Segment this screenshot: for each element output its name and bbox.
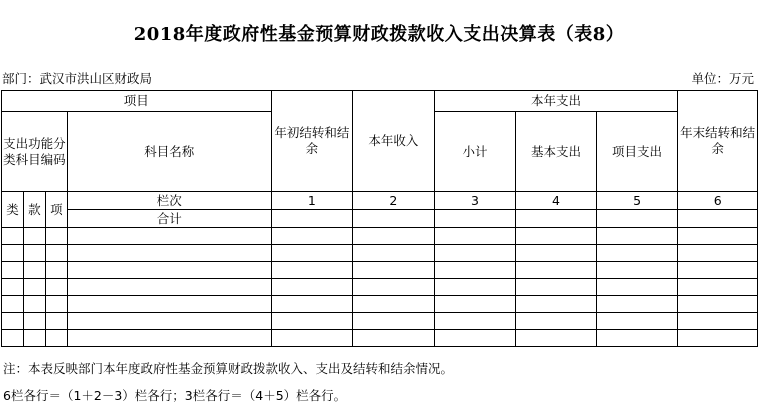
table-cell [271,279,353,296]
table-cell [67,262,271,279]
table-row [2,279,758,296]
table-cell [678,228,758,245]
header-project: 项目支出 [596,112,678,192]
header-func-code: 支出功能分类科目编码 [2,112,68,192]
table-cell [2,262,24,279]
table-cell [271,296,353,313]
table-cell [45,330,67,347]
table-cell [353,313,435,330]
table-cell [434,330,516,347]
table-cell [45,279,67,296]
table-cell [45,296,67,313]
total-cell [516,210,597,228]
department-label: 部门：武汉市洪山区财政局 [2,71,153,86]
table-cell [516,279,597,296]
table-cell [434,228,516,245]
table-cell [678,330,758,347]
total-cell [434,210,516,228]
total-cell [678,210,758,228]
table-cell [271,228,353,245]
table-cell [678,262,758,279]
table-cell [45,262,67,279]
table-cell [67,228,271,245]
table-cell [67,330,271,347]
header-end-balance: 年末结转和结余 [678,91,758,192]
column-index-5: 5 [596,192,678,210]
table-cell [516,330,597,347]
table-row [2,313,758,330]
table-cell [434,313,516,330]
table-cell [353,296,435,313]
table-cell [434,296,516,313]
total-cell [353,210,435,228]
table-cell [2,245,24,262]
header-income: 本年收入 [353,91,435,192]
column-index-label: 栏次 [67,192,271,210]
table-cell [434,245,516,262]
table-cell [23,296,45,313]
table-cell [23,262,45,279]
table-cell [516,313,597,330]
total-label: 合计 [67,210,271,228]
header-item: 项目 [2,91,272,112]
table-cell [596,330,678,347]
table-cell [353,262,435,279]
table-cell [434,262,516,279]
table-cell [67,313,271,330]
table-cell [45,228,67,245]
table-row [2,296,758,313]
table-cell [2,228,24,245]
header-lei: 类 [2,192,24,228]
table-cell [67,279,271,296]
table-cell [516,228,597,245]
column-index-6: 6 [678,192,758,210]
table-row [2,330,758,347]
header-subtotal: 小计 [434,112,516,192]
total-cell [271,210,353,228]
header-subject-name: 科目名称 [67,112,271,192]
table-cell [353,330,435,347]
table-cell [271,262,353,279]
header-basic: 基本支出 [516,112,597,192]
note-line-1: 注：本表反映部门本年度政府性基金预算财政拨款收入、支出及结转和结余情况。 [3,361,454,376]
table-cell [353,279,435,296]
table-cell [516,262,597,279]
table-cell [67,245,271,262]
report-table [1,90,758,347]
table-cell [271,313,353,330]
table-cell [434,279,516,296]
header-begin-balance: 年初结转和结余 [271,91,353,192]
table-cell [45,245,67,262]
column-index-2: 2 [353,192,435,210]
table-cell [2,296,24,313]
table-cell [2,313,24,330]
table-cell [678,279,758,296]
table-cell [516,296,597,313]
table-cell [2,279,24,296]
table-cell [596,245,678,262]
table-cell [23,330,45,347]
table-cell [271,330,353,347]
table-cell [353,245,435,262]
table-cell [596,262,678,279]
table-cell [23,279,45,296]
column-index-4: 4 [516,192,597,210]
note-line-2: 6栏各行＝（1＋2－3）栏各行；3栏各行＝（4＋5）栏各行。 [3,388,347,403]
table-cell [596,228,678,245]
total-cell [596,210,678,228]
table-cell [271,245,353,262]
table-cell [678,313,758,330]
header-kuan: 款 [23,192,45,228]
unit-label: 单位：万元 [691,71,754,86]
table-row [2,228,758,245]
table-cell [23,228,45,245]
table-cell [45,313,67,330]
table-row [2,262,758,279]
column-index-3: 3 [434,192,516,210]
table-cell [596,279,678,296]
table-cell [678,245,758,262]
table-cell [516,245,597,262]
report-title: 2018年度政府性基金预算财政拨款收入支出决算表（表8） [133,24,625,45]
table-cell [353,228,435,245]
table-cell [2,330,24,347]
table-cell [596,313,678,330]
table-cell [67,296,271,313]
column-index-1: 1 [271,192,353,210]
table-cell [23,313,45,330]
table-cell [23,245,45,262]
table-cell [678,296,758,313]
header-xiang: 项 [45,192,67,228]
header-expense-group: 本年支出 [434,91,678,112]
table-row [2,245,758,262]
table-cell [596,296,678,313]
